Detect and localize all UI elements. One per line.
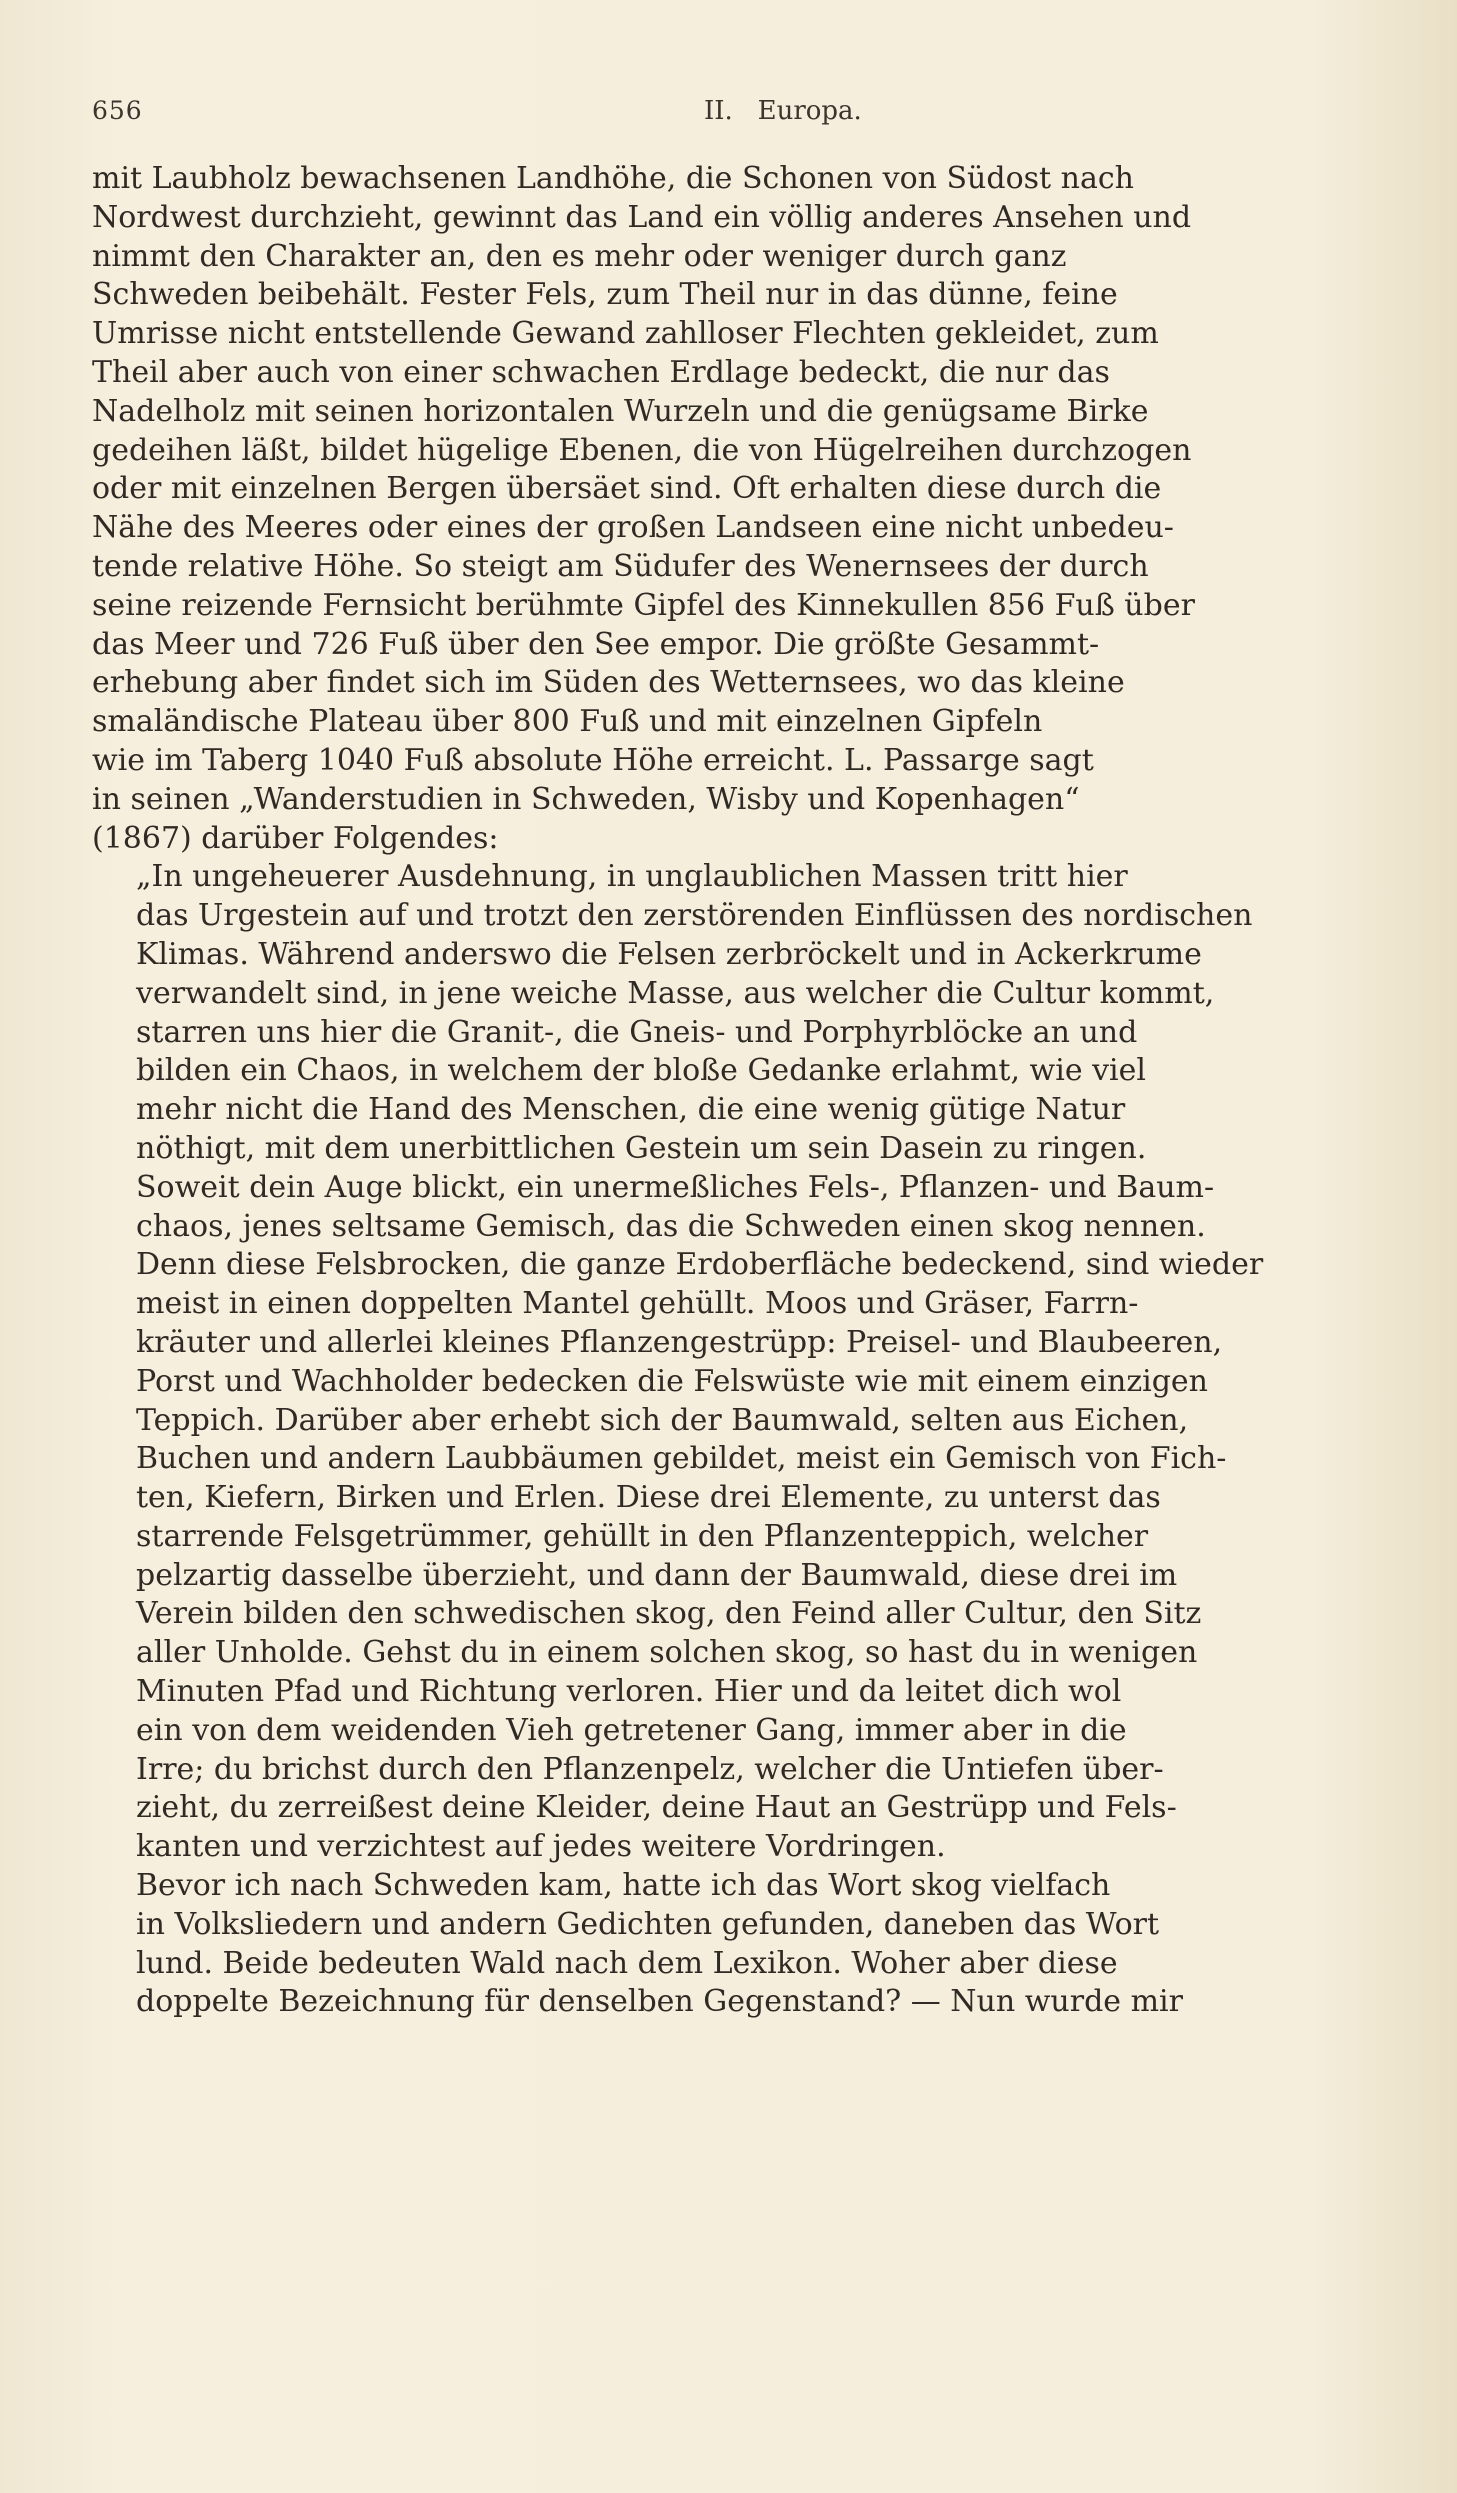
body-text bbox=[92, 160, 1374, 2022]
text-line: meist in einen doppelten Mantel gehüllt. Moos und Gräser, Farrn- bbox=[136, 1286, 1139, 1322]
text-line: Nähe des Meeres oder eines der großen Landseen eine nicht unbedeu- bbox=[92, 510, 1174, 546]
text-line: Buchen und andern Laubbäumen gebildet, meist ein Gemisch von Fich- bbox=[136, 1441, 1227, 1477]
text-line: Minuten Pfad und Richtung verloren. Hier und da leitet dich wol bbox=[136, 1674, 1122, 1710]
chapter-title: II. Europa. bbox=[704, 96, 862, 126]
text-line: Nadelholz mit seinen horizontalen Wurzeln und die genügsame Birke bbox=[92, 393, 1149, 429]
text-line: bilden ein Chaos, in welchem der bloße Gedanke erlahmt, wie viel bbox=[136, 1053, 1146, 1089]
text-line: Theil aber auch von einer schwachen Erdlage bedeckt, die nur das bbox=[92, 354, 1110, 390]
text-line: starren uns hier die Granit-, die Gneis- und Porphyrblöcke an und bbox=[136, 1014, 1138, 1050]
text-line: Porst und Wachholder bedecken die Felswüste wie mit einem einzigen bbox=[136, 1363, 1209, 1399]
text-line: Denn diese Felsbrocken, die ganze Erdoberfläche bedeckend, sind wieder bbox=[136, 1247, 1264, 1283]
text-line: Nordwest durchzieht, gewinnt das Land ein völlig anderes Ansehen und bbox=[92, 199, 1192, 235]
running-head bbox=[92, 96, 1372, 136]
text-line: ten, Kiefern, Birken und Erlen. Diese drei Elemente, zu unterst das bbox=[136, 1480, 1161, 1516]
text-line: „In ungeheuerer Ausdehnung, in unglaublichen Massen tritt hier bbox=[136, 859, 1128, 895]
paragraph bbox=[92, 1867, 1374, 2022]
text-line: (1867) darüber Folgendes: bbox=[92, 820, 499, 856]
text-line: nöthigt, mit dem unerbittlichen Gestein um sein Dasein zu ringen. bbox=[136, 1130, 1147, 1166]
page-number: 656 bbox=[92, 96, 143, 125]
text-line: Verein bilden den schwedischen skog, den Feind aller Cultur, den Sitz bbox=[136, 1596, 1202, 1632]
text-line: starrende Felsgetrümmer, gehüllt in den Pflanzenteppich, welcher bbox=[136, 1518, 1149, 1554]
text-line: pelzartig dasselbe überzieht, und dann der Baumwald, diese drei im bbox=[136, 1557, 1178, 1593]
text-line: lund. Beide bedeuten Wald nach dem Lexikon. Woher aber diese bbox=[136, 1945, 1118, 1981]
paragraph bbox=[92, 160, 1374, 858]
text-line: in Volksliedern und andern Gedichten gefunden, daneben das Wort bbox=[136, 1906, 1160, 1942]
text-line: smaländische Plateau über 800 Fuß und mit einzelnen Gipfeln bbox=[92, 704, 1043, 740]
text-line: seine reizende Fernsicht berühmte Gipfel des Kinnekullen 856 Fuß über bbox=[92, 587, 1195, 623]
text-line: zieht, du zerreißest deine Kleider, deine Haut an Gestrüpp und Fels- bbox=[136, 1790, 1177, 1826]
text-line: kanten und verzichtest auf jedes weitere Vordringen. bbox=[136, 1829, 946, 1865]
text-line: Teppich. Darüber aber erhebt sich der Baumwald, selten aus Eichen, bbox=[136, 1402, 1189, 1438]
text-line: gedeihen läßt, bildet hügelige Ebenen, die von Hügelreihen durchzogen bbox=[92, 432, 1192, 468]
text-line: Irre; du brichst durch den Pflanzenpelz, welcher die Untiefen über- bbox=[136, 1751, 1164, 1787]
text-line: aller Unholde. Gehst du in einem solchen skog, so hast du in wenigen bbox=[136, 1635, 1198, 1671]
text-line: tende relative Höhe. So steigt am Südufer des Wenernsees der durch bbox=[92, 548, 1149, 584]
text-line: doppelte Bezeichnung für denselben Gegenstand? — Nun wurde mir bbox=[136, 1984, 1183, 2020]
text-line: mehr nicht die Hand des Menschen, die eine wenig gütige Natur bbox=[136, 1092, 1126, 1128]
text-line: verwandelt sind, in jene weiche Masse, aus welcher die Cultur kommt, bbox=[136, 975, 1215, 1011]
text-line: chaos, jenes seltsame Gemisch, das die Schweden einen skog nennen. bbox=[136, 1208, 1206, 1244]
text-line: nimmt den Charakter an, den es mehr oder weniger durch ganz bbox=[92, 238, 1067, 274]
text-line: erhebung aber findet sich im Süden des Wetternsees, wo das kleine bbox=[92, 665, 1125, 701]
text-line: kräuter und allerlei kleines Pflanzengestrüpp: Preisel- und Blaubeeren, bbox=[136, 1324, 1223, 1360]
text-line: Bevor ich nach Schweden kam, hatte ich das Wort skog vielfach bbox=[136, 1868, 1111, 1904]
text-line: wie im Taberg 1040 Fuß absolute Höhe erreicht. L. Passarge sagt bbox=[92, 742, 1094, 778]
text-line: Umrisse nicht entstellende Gewand zahlloser Flechten gekleidet, zum bbox=[92, 316, 1159, 352]
text-line: Schweden beibehält. Fester Fels, zum Theil nur in das dünne, feine bbox=[92, 277, 1118, 313]
text-line: mit Laubholz bewachsenen Landhöhe, die Schonen von Südost nach bbox=[92, 161, 1134, 196]
text-line: Soweit dein Auge blickt, ein unermeßliches Fels-, Pflanzen- und Baum- bbox=[136, 1169, 1215, 1205]
text-line: in seinen „Wanderstudien in Schweden, Wisby und Kopenhagen“ bbox=[92, 781, 1080, 817]
text-line: das Meer und 726 Fuß über den See empor. Die größte Gesammt- bbox=[92, 626, 1100, 662]
text-line: Klimas. Während anderswo die Felsen zerbröckelt und in Ackerkrume bbox=[136, 936, 1202, 972]
paragraph bbox=[92, 858, 1374, 1867]
text-line: das Urgestein auf und trotzt den zerstörenden Einflüssen des nordischen bbox=[136, 898, 1253, 934]
text-line: ein von dem weidenden Vieh getretener Gang, immer aber in die bbox=[136, 1712, 1127, 1748]
text-line: oder mit einzelnen Bergen übersäet sind. Oft erhalten diese durch die bbox=[92, 471, 1162, 507]
